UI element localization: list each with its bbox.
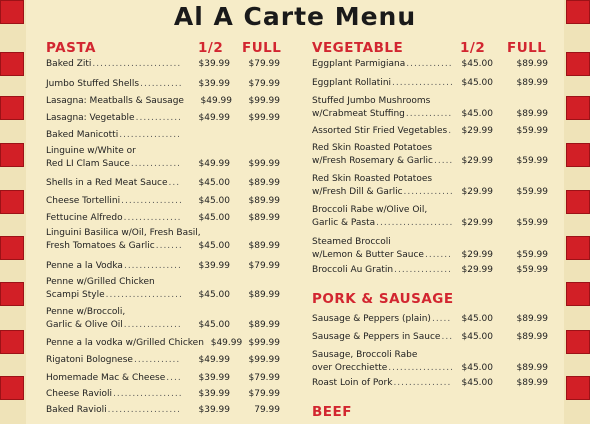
full-price: $79.99 (248, 261, 280, 271)
menu-item (312, 331, 548, 344)
border-square (566, 190, 590, 214)
leader-dots (425, 249, 452, 262)
menu-item-name: Lasagna: Vegetable (46, 113, 135, 123)
leader-dots (124, 212, 181, 225)
menu-item-name: Sausage & Peppers (plain) (312, 314, 431, 324)
half-price: $45.00 (198, 320, 230, 330)
full-price: $89.99 (516, 109, 548, 119)
menu-item-name: Penne a la Vodka (46, 261, 123, 271)
menu-item-name: Sausage & Peppers in Sauce (312, 332, 441, 342)
full-price: $99.99 (248, 355, 280, 365)
full-price: $89.99 (248, 320, 280, 330)
full-price: $59.99 (516, 187, 548, 197)
full-price: $79.99 (248, 373, 280, 383)
leader-dots (406, 108, 452, 121)
half-price: $29.99 (461, 218, 493, 228)
menu-item-name-line1: Stuffed Jumbo Mushrooms (312, 96, 431, 106)
full-price: $99.99 (248, 159, 280, 169)
full-price: $59.99 (516, 250, 548, 260)
vegetable-heading: VEGETABLE (312, 40, 404, 56)
leader-dots (156, 240, 181, 253)
menu-item (46, 177, 280, 190)
menu-item-name: Assorted Stir Fried Vegetables (312, 126, 448, 136)
vegetable-full-header: FULL (507, 40, 547, 56)
menu-item (46, 145, 280, 171)
half-price: $39.99 (198, 79, 230, 89)
leader-dots (121, 195, 181, 208)
menu-item (46, 129, 280, 142)
pasta-half-header: 1/2 (198, 40, 224, 56)
full-price: $99.99 (248, 113, 280, 123)
half-price: $45.00 (198, 241, 230, 251)
menu-item (46, 195, 280, 208)
menu-item-name: Baked Ziti (46, 59, 92, 69)
menu-item (312, 204, 548, 230)
menu-item-name: Lasagna: Meatballs & Sausage (46, 96, 184, 106)
half-price: $29.99 (461, 126, 493, 136)
menu-item (312, 264, 548, 277)
half-price: $45.00 (198, 290, 230, 300)
menu-item (312, 77, 548, 90)
menu-item-name: Baked Ravioli (46, 405, 107, 415)
border-square (566, 52, 590, 76)
half-price: $45.00 (461, 314, 493, 324)
page-title: Al A Carte Menu (173, 2, 417, 31)
menu-item-name: Garlic & Pasta (312, 218, 376, 228)
leader-dots (124, 260, 181, 273)
border-square (0, 236, 24, 260)
full-price: $99.99 (248, 96, 280, 106)
menu-item-name: Baked Manicotti (46, 130, 119, 140)
leader-dots (392, 77, 452, 90)
menu-item (46, 388, 280, 401)
menu-item (312, 142, 548, 168)
border-square (0, 330, 24, 354)
vegetable-half-header: 1/2 (460, 40, 486, 56)
menu-item (46, 372, 280, 385)
menu-item (312, 377, 548, 390)
border-square (0, 143, 24, 167)
half-price: $29.99 (461, 250, 493, 260)
menu-item-name: w/Crabmeat Stuffing (312, 109, 405, 119)
menu-item (312, 125, 548, 138)
half-price: $39.99 (198, 373, 230, 383)
border-square (566, 376, 590, 400)
full-price: $59.99 (516, 265, 548, 275)
menu-item (46, 354, 280, 367)
border-square (0, 52, 24, 76)
full-price: $89.99 (516, 378, 548, 388)
half-price: $45.00 (198, 213, 230, 223)
menu-item-name: Eggplant Parmigiana (312, 59, 406, 69)
full-price: $79.99 (248, 79, 280, 89)
menu-item (46, 260, 280, 273)
half-price: $45.00 (461, 59, 493, 69)
leader-dots (140, 78, 181, 91)
leader-dots (106, 289, 181, 302)
full-price: $89.99 (248, 213, 280, 223)
full-price: $59.99 (516, 156, 548, 166)
leader-dots (134, 354, 181, 367)
menu-item-name: Roast Loin of Pork (312, 378, 393, 388)
border-square (566, 282, 590, 306)
leader-dots (434, 155, 452, 168)
leader-dots (136, 112, 181, 125)
menu-item-name-line1: Steamed Broccoli (312, 237, 391, 247)
menu-item-name-line1: Sausage, Broccoli Rabe (312, 350, 418, 360)
border-square (0, 96, 24, 120)
full-price: $89.99 (248, 241, 280, 251)
leader-dots (131, 158, 181, 171)
leader-dots (113, 388, 181, 401)
menu-item-name: Jumbo Stuffed Shells (46, 79, 140, 89)
border-square (0, 282, 24, 306)
menu-item-name: Cheese Ravioli (46, 389, 113, 399)
menu-item-name: Homemade Mac & Cheese (46, 373, 166, 383)
full-price: $89.99 (248, 178, 280, 188)
full-price: $89.99 (516, 78, 548, 88)
menu-item (46, 227, 280, 253)
menu-item-name-line1: Linguini Basilica w/Oil, Fresh Basil, (46, 228, 201, 238)
leader-dots (376, 217, 452, 230)
full-price: $89.99 (516, 332, 548, 342)
menu-item (312, 58, 548, 71)
menu-item-name: Cheese Tortellini (46, 196, 121, 206)
half-price: $49.99 (198, 355, 230, 365)
menu-item-name: over Orecchiette (312, 363, 388, 373)
half-price: $29.99 (461, 187, 493, 197)
menu-item-name: Broccoli Au Gratin (312, 265, 394, 275)
menu-item (46, 112, 280, 125)
leader-dots (432, 313, 452, 326)
menu-item (46, 337, 280, 350)
leader-dots (92, 58, 181, 71)
half-price: $45.00 (461, 78, 493, 88)
menu-item (312, 236, 548, 262)
menu-item-name: Garlic & Olive Oil (46, 320, 123, 330)
menu-item-name: Scampi Style (46, 290, 105, 300)
half-price: $49.99 (198, 159, 230, 169)
full-price: $79.99 (248, 59, 280, 69)
left-border (0, 0, 26, 424)
menu-item (312, 313, 548, 326)
menu-item (46, 95, 280, 108)
border-square (566, 96, 590, 120)
leader-dots (169, 177, 181, 190)
full-price: $79.99 (248, 389, 280, 399)
half-price: $45.00 (461, 109, 493, 119)
half-price: $45.00 (198, 196, 230, 206)
menu-item-name: Eggplant Rollatini (312, 78, 392, 88)
half-price: $49.99 (210, 338, 243, 348)
leader-dots (388, 362, 452, 375)
full-price: $99.99 (248, 338, 280, 348)
full-price: $89.99 (248, 196, 280, 206)
leader-dots (124, 319, 181, 332)
half-price: $39.99 (198, 59, 230, 69)
menu-item (312, 349, 548, 375)
full-price: $89.99 (516, 314, 548, 324)
leader-dots (119, 129, 181, 142)
menu-item (46, 404, 280, 417)
menu-item (46, 58, 280, 71)
half-price: $45.00 (461, 332, 493, 342)
leader-dots (406, 58, 452, 71)
menu-item-name-line1: Broccoli Rabe w/Olive Oil, (312, 205, 428, 215)
leader-dots (404, 186, 452, 199)
menu-item (312, 173, 548, 199)
full-price: $89.99 (516, 363, 548, 373)
menu-item-name: w/Lemon & Butter Sauce (312, 250, 424, 260)
menu-item-name-line1: Red Skin Roasted Potatoes (312, 143, 433, 153)
half-price: $39.99 (198, 405, 230, 415)
border-square (566, 330, 590, 354)
half-price: $45.00 (461, 378, 493, 388)
border-square (0, 376, 24, 400)
full-price: $59.99 (516, 126, 548, 136)
leader-dots (441, 331, 452, 344)
half-price: $49.99 (198, 113, 230, 123)
half-price: $49.99 (200, 96, 233, 106)
half-price: $45.00 (461, 363, 493, 373)
menu-item (46, 212, 280, 225)
menu-item-name-line1: Penne w/Broccoli, (46, 307, 126, 317)
menu-item-name-line1: Red Skin Roasted Potatoes (312, 174, 433, 184)
half-price: $39.99 (198, 261, 230, 271)
border-square (0, 190, 24, 214)
half-price: $45.00 (198, 178, 230, 188)
menu-item-name: Rigatoni Bolognese (46, 355, 133, 365)
menu-item-name: w/Fresh Dill & Garlic (312, 187, 403, 197)
leader-dots (394, 264, 452, 277)
beef-heading: BEEF (312, 404, 352, 420)
menu-item (46, 276, 280, 302)
half-price: $39.99 (198, 389, 230, 399)
menu-item-name-line1: Linguine w/White or (46, 146, 136, 156)
full-price: $89.99 (516, 59, 548, 69)
menu-item-name: Red LI Clam Sauce (46, 159, 130, 169)
menu-item (46, 78, 280, 91)
half-price: $29.99 (461, 156, 493, 166)
leader-dots (393, 377, 452, 390)
menu-item-name-line1: Penne w/Grilled Chicken (46, 277, 155, 287)
full-price: $89.99 (248, 290, 280, 300)
pasta-heading: PASTA (46, 40, 96, 56)
border-square (566, 143, 590, 167)
full-price: 79.99 (254, 405, 280, 415)
menu-item-name: Fresh Tomatoes & Garlic (46, 241, 155, 251)
leader-dots (448, 125, 452, 138)
menu-item (46, 306, 280, 332)
menu-item-name: Penne a la vodka w/Grilled Chicken (46, 338, 204, 348)
pork-heading: PORK & SAUSAGE (312, 291, 454, 307)
border-square (566, 236, 590, 260)
full-price: $59.99 (516, 218, 548, 228)
menu-item-name: Shells in a Red Meat Sauce (46, 178, 168, 188)
right-border (564, 0, 590, 424)
menu-item-name: Fettucine Alfredo (46, 213, 123, 223)
menu-item-name: w/Fresh Rosemary & Garlic (312, 156, 433, 166)
pasta-full-header: FULL (242, 40, 282, 56)
menu-item (312, 95, 548, 121)
leader-dots (166, 372, 181, 385)
leader-dots (108, 404, 181, 417)
half-price: $29.99 (461, 265, 493, 275)
